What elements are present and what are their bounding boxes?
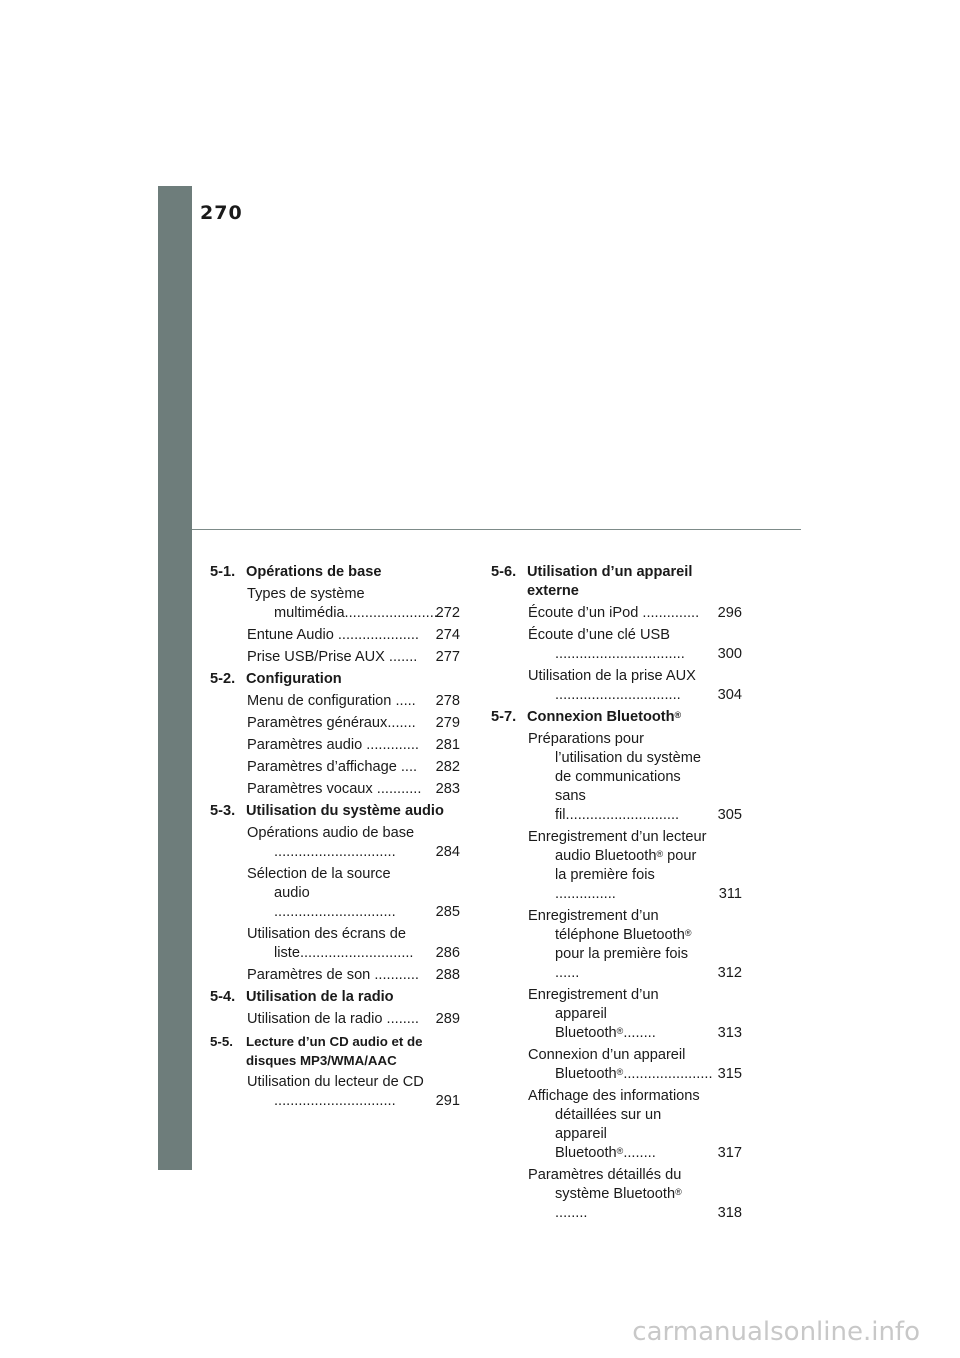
toc-entry-text: Enregistrement d’un appareil Bluetooth®........ xyxy=(528,987,659,1041)
toc-entry[interactable] xyxy=(210,585,460,623)
section-title: Lecture d’un CD audio et de disques MP3/WMA/AAC xyxy=(246,1034,423,1068)
registered-mark: ® xyxy=(616,1026,624,1036)
toc-entry-page: 313 xyxy=(717,1025,742,1041)
toc-right-column xyxy=(491,563,742,1226)
toc-entry-text: Écoute d’une clé USB ................................ xyxy=(528,627,685,662)
toc-entry-page: 289 xyxy=(435,1011,460,1027)
toc-entry-page: 284 xyxy=(435,844,460,860)
section-number: 5-5. xyxy=(210,1034,233,1049)
toc-entry[interactable] xyxy=(491,986,742,1043)
toc-entry-page: 282 xyxy=(435,759,460,775)
toc-section-heading[interactable] xyxy=(491,563,742,601)
registered-mark: ® xyxy=(684,928,692,938)
toc-entry-text: Affichage des informations détaillées sur un appareil Bluetooth®........ xyxy=(528,1088,700,1161)
toc-entry-page: 311 xyxy=(718,886,742,902)
toc-entry-text: Écoute d’un iPod .............. xyxy=(528,605,700,621)
toc-entry[interactable] xyxy=(210,1010,460,1029)
registered-mark: ® xyxy=(616,1146,624,1156)
registered-mark: ® xyxy=(675,1187,682,1197)
toc-section-heading[interactable] xyxy=(491,708,742,727)
registered-mark: ® xyxy=(656,849,664,859)
section-number: 5-3. xyxy=(210,803,236,819)
watermark: carmanualsonline.info xyxy=(632,1317,920,1347)
toc-entry-text: Sélection de la source audio .............................. xyxy=(247,866,396,920)
toc-entry[interactable] xyxy=(491,1046,742,1084)
toc-entry-text: Opérations audio de base .............................. xyxy=(247,825,415,860)
section-number: 5-2. xyxy=(210,671,236,687)
toc-entry-text: Prise USB/Prise AUX ....... xyxy=(247,649,418,665)
toc-entry[interactable] xyxy=(491,1087,742,1163)
toc-entry[interactable] xyxy=(210,1073,460,1111)
toc-entry[interactable] xyxy=(210,780,460,799)
toc-entry-page: 279 xyxy=(435,715,460,731)
toc-entry-text: Paramètres détaillés du système Bluetooth® ........ xyxy=(528,1167,682,1221)
toc-entry-page: 300 xyxy=(717,646,742,662)
registered-mark: ® xyxy=(674,710,682,720)
toc-entry-page: 277 xyxy=(435,649,460,665)
toc-entry-text: Enregistrement d’un lecteur audio Bluetooth® pour la première fois ............... xyxy=(528,829,707,902)
toc-entry-text: Paramètres d’affichage .... xyxy=(247,759,418,775)
toc-entry-page: 274 xyxy=(435,627,460,643)
toc-entry-page: 305 xyxy=(717,807,742,823)
toc-entry[interactable] xyxy=(491,907,742,983)
section-title: Utilisation de la radio xyxy=(246,989,394,1005)
section-number: 5-1. xyxy=(210,564,236,580)
toc-entry[interactable] xyxy=(491,626,742,664)
toc-entry-text: Paramètres audio ............. xyxy=(247,737,419,753)
toc-left-column xyxy=(210,563,460,1114)
toc-entry-page: 317 xyxy=(717,1145,742,1161)
section-title: Connexion Bluetooth xyxy=(527,709,675,725)
toc-section-heading[interactable] xyxy=(210,802,460,821)
section-number: 5-7. xyxy=(491,709,517,725)
toc-entry-text: Paramètres généraux....... xyxy=(247,715,416,731)
toc-entry[interactable] xyxy=(210,648,460,667)
section-title: Utilisation du système audio xyxy=(246,803,444,819)
toc-entry-text: Utilisation de la radio ........ xyxy=(247,1011,419,1027)
toc-entry-page: 296 xyxy=(717,605,742,621)
toc-entry-text: Menu de configuration ..... xyxy=(247,693,416,709)
toc-section-heading[interactable] xyxy=(210,563,460,582)
section-title: Utilisation d’un appareil externe xyxy=(527,564,693,599)
toc-entry-text: Paramètres de son ........... xyxy=(247,967,419,983)
registered-mark: ® xyxy=(616,1067,624,1077)
toc-entry[interactable] xyxy=(491,828,742,904)
toc-entry[interactable] xyxy=(491,604,742,623)
toc-entry-page: 291 xyxy=(435,1093,460,1109)
toc-entry-page: 285 xyxy=(435,904,460,920)
toc-entry-text: Enregistrement d’un téléphone Bluetooth® pour la première fois ...... xyxy=(528,908,692,981)
toc-section-heading[interactable] xyxy=(210,1032,460,1070)
toc-entry-page: 304 xyxy=(717,687,742,703)
toc-entry-page: 281 xyxy=(435,737,460,753)
toc-entry[interactable] xyxy=(491,730,742,825)
toc-entry[interactable] xyxy=(210,714,460,733)
toc-entry-text: Utilisation de la prise AUX ............................... xyxy=(528,668,696,703)
toc-entry-text: Types de système multimédia....................... xyxy=(247,586,438,621)
page-number: 270 xyxy=(200,202,243,224)
toc-entry-page: 312 xyxy=(717,965,742,981)
toc-entry-text: Utilisation des écrans de liste............................ xyxy=(247,926,414,961)
section-number: 5-6. xyxy=(491,564,517,580)
toc-entry[interactable] xyxy=(491,1166,742,1223)
toc-entry-text: Préparations pour l’utilisation du système de communications sans fil............................ xyxy=(528,731,702,823)
toc-entry-page: 318 xyxy=(717,1205,742,1221)
toc-entry[interactable] xyxy=(210,925,460,963)
toc-entry[interactable] xyxy=(210,692,460,711)
toc-entry-page: 272 xyxy=(435,605,460,621)
toc-entry-text: Connexion d’un appareil Bluetooth®...................... xyxy=(528,1047,713,1082)
toc-entry[interactable] xyxy=(210,626,460,645)
toc-entry[interactable] xyxy=(491,667,742,705)
section-number: 5-4. xyxy=(210,989,236,1005)
toc-entry[interactable] xyxy=(210,824,460,862)
toc-entry[interactable] xyxy=(210,758,460,777)
toc-section-heading[interactable] xyxy=(210,670,460,689)
toc-entry[interactable] xyxy=(210,966,460,985)
toc-entry-page: 288 xyxy=(435,967,460,983)
toc-entry-text: Entune Audio .................... xyxy=(247,627,419,643)
section-title: Opérations de base xyxy=(246,564,382,580)
section-title: Configuration xyxy=(246,671,342,687)
toc-entry-text: Utilisation du lecteur de CD .............................. xyxy=(247,1074,424,1109)
toc-entry-page: 315 xyxy=(717,1066,742,1082)
chapter-side-bar xyxy=(158,186,192,1170)
toc-entry[interactable] xyxy=(210,736,460,755)
toc-section-heading[interactable] xyxy=(210,988,460,1007)
toc-entry-page: 283 xyxy=(435,781,460,797)
toc-entry[interactable] xyxy=(210,865,460,922)
toc-entry-page: 278 xyxy=(435,693,460,709)
toc-entry-text: Paramètres vocaux ........... xyxy=(247,781,422,797)
header-rule xyxy=(192,529,801,530)
toc-entry-page: 286 xyxy=(435,945,460,961)
